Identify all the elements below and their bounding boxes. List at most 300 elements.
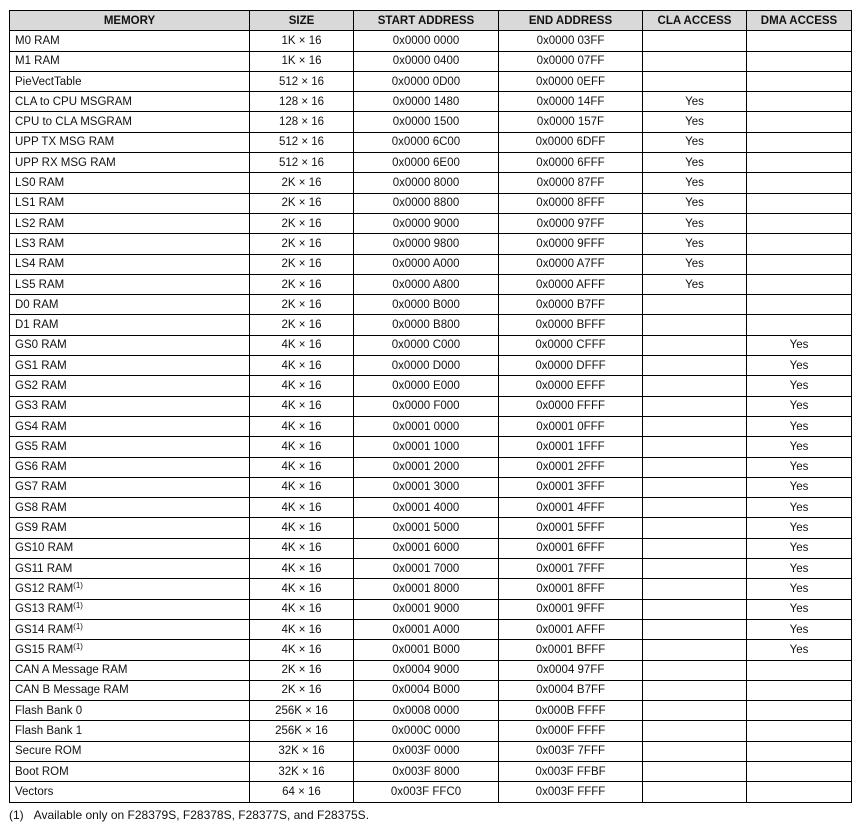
cell-end-address-text: 0x0000 DFFF [535,359,606,372]
cell-cla-access [643,457,747,477]
cell-cla-access-text: Yes [685,258,704,271]
cell-memory [10,741,250,761]
cell-dma-access [747,457,852,477]
table-row [10,51,852,71]
cell-cla-access [643,680,747,700]
cell-start-address [354,741,499,761]
cell-memory [10,396,250,416]
cell-start-address [354,193,499,213]
cell-memory [10,376,250,396]
cell-dma-access [747,295,852,315]
cell-end-address [499,761,643,781]
cell-start-address-text: 0x0000 B800 [392,319,460,332]
cell-dma-access [747,335,852,355]
header-row [10,11,852,31]
cell-size [250,599,354,619]
cell-memory-text: GS4 RAM [15,420,67,433]
cell-end-address-text: 0x0000 0EFF [535,75,606,88]
cell-memory-text: LS5 RAM [15,278,65,291]
table-row [10,213,852,233]
cell-end-address [499,31,643,51]
cell-start-address-text: 0x0000 1500 [392,116,460,129]
cell-start-address-text: 0x0000 8800 [392,197,460,210]
cell-end-address-text: 0x0001 6FFF [536,542,605,555]
table-body [10,31,852,802]
cell-memory [10,477,250,497]
cell-end-address-text: 0x0001 4FFF [536,501,605,514]
cell-dma-access [747,416,852,436]
cell-size [250,335,354,355]
cell-size [250,153,354,173]
cell-memory [10,680,250,700]
cell-memory-text: UPP TX MSG RAM [15,136,115,149]
cell-dma-access [747,538,852,558]
cell-dma-access [747,640,852,660]
memory-map-table [9,10,852,803]
cell-start-address [354,538,499,558]
cell-start-address [354,376,499,396]
cell-end-address-text: 0x0000 07FF [536,55,605,68]
cell-size-text: 1K × 16 [281,55,322,68]
cell-start-address-text: 0x0001 1000 [392,440,460,453]
table-header [10,11,852,31]
cell-size-text: 2K × 16 [281,664,322,677]
cell-dma-access [747,741,852,761]
cell-size [250,132,354,152]
cell-memory [10,721,250,741]
table-row [10,92,852,112]
cell-end-address-text: 0x0000 CFFF [535,339,606,352]
cell-start-address [354,619,499,639]
cell-memory [10,153,250,173]
cell-end-address [499,51,643,71]
cell-size-text: 128 × 16 [278,95,325,108]
cell-cla-access [643,660,747,680]
cell-end-address [499,295,643,315]
cell-size-text: 4K × 16 [281,339,322,352]
footnote [9,808,369,822]
cell-dma-access-text: Yes [789,522,809,535]
cell-cla-access-text: Yes [685,156,704,169]
cell-memory [10,193,250,213]
cell-size [250,173,354,193]
cell-start-address-text: 0x003F FFC0 [390,785,462,798]
table-row [10,599,852,619]
cell-dma-access [747,213,852,233]
cell-start-address-text: 0x0001 7000 [392,562,460,575]
cell-start-address-text: 0x0001 8000 [392,582,460,595]
cell-end-address-text: 0x0001 AFFF [535,623,606,636]
table-row [10,701,852,721]
cell-memory [10,71,250,91]
cell-memory-text: GS7 RAM [15,481,67,494]
table-row [10,335,852,355]
cell-size [250,721,354,741]
cell-end-address-text: 0x0000 FFFF [535,400,606,413]
cell-start-address-text: 0x003F 8000 [392,765,460,778]
cell-memory-text: CLA to CPU MSGRAM [15,95,132,108]
cell-cla-access [643,213,747,233]
cell-cla-access [643,761,747,781]
cell-end-address-text: 0x0001 BFFF [535,643,606,656]
cell-size-text: 64 × 16 [282,785,321,798]
cell-size-text: 2K × 16 [281,298,322,311]
cell-size [250,396,354,416]
cell-dma-access-text: Yes [789,461,809,474]
table-row [10,437,852,457]
cell-memory [10,599,250,619]
cell-size [250,31,354,51]
cell-end-address-text: 0x000B FFFF [535,704,606,717]
cell-cla-access-text: Yes [685,278,704,291]
cell-end-address [499,741,643,761]
cell-end-address [499,538,643,558]
footnote-ref: (1) [73,641,83,651]
cell-end-address [499,315,643,335]
cell-cla-access [643,599,747,619]
cell-cla-access [643,619,747,639]
cell-size-text: 4K × 16 [281,501,322,514]
cell-end-address-text: 0x0000 8FFF [536,197,605,210]
cell-cla-access [643,559,747,579]
cell-size-text: 128 × 16 [278,116,325,129]
cell-dma-access [747,599,852,619]
cell-start-address [354,721,499,741]
cell-start-address [354,51,499,71]
table-row [10,559,852,579]
cell-start-address [354,701,499,721]
cell-size [250,416,354,436]
cell-start-address [354,213,499,233]
cell-end-address [499,71,643,91]
cell-end-address-text: 0x003F 7FFF [535,745,606,758]
cell-dma-access-text: Yes [789,400,809,413]
cell-start-address-text: 0x0000 A800 [392,278,460,291]
cell-memory [10,254,250,274]
cell-end-address-text: 0x0004 B7FF [535,684,606,697]
cell-end-address [499,132,643,152]
cell-dma-access [747,761,852,781]
cell-size [250,477,354,497]
table-row [10,31,852,51]
cell-memory [10,782,250,802]
cell-end-address [499,254,643,274]
cell-cla-access-text: Yes [685,95,704,108]
cell-end-address [499,660,643,680]
cell-size [250,193,354,213]
cell-size [250,457,354,477]
cell-start-address-text: 0x0001 A000 [392,623,460,636]
cell-cla-access [643,132,747,152]
cell-dma-access [747,701,852,721]
cell-start-address [354,356,499,376]
cell-memory [10,579,250,599]
cell-dma-access [747,619,852,639]
cell-start-address [354,416,499,436]
cell-cla-access [643,640,747,660]
header-memory: MEMORY [10,11,250,31]
cell-memory-text: D1 RAM [15,319,59,332]
cell-start-address-text: 0x003F 0000 [392,745,460,758]
cell-size-text: 512 × 16 [278,75,325,88]
cell-end-address-text: 0x0000 B7FF [535,298,606,311]
cell-dma-access-text: Yes [789,562,809,575]
cell-memory-text: GS0 RAM [15,339,67,352]
cell-dma-access [747,234,852,254]
cell-start-address-text: 0x0008 0000 [392,704,460,717]
cell-memory [10,538,250,558]
cell-size [250,213,354,233]
cell-size-text: 4K × 16 [281,481,322,494]
cell-dma-access [747,660,852,680]
table-row [10,71,852,91]
cell-end-address-text: 0x0001 9FFF [536,603,605,616]
cell-size [250,498,354,518]
cell-end-address [499,193,643,213]
cell-memory [10,559,250,579]
cell-dma-access [747,356,852,376]
cell-size-text: 4K × 16 [281,420,322,433]
cell-start-address-text: 0x0000 9000 [392,217,460,230]
cell-memory-text: GS14 RAM [15,623,74,636]
cell-start-address [354,660,499,680]
cell-start-address-text: 0x0001 6000 [392,542,460,555]
cell-start-address [354,761,499,781]
cell-memory [10,518,250,538]
table-row [10,721,852,741]
cell-cla-access [643,356,747,376]
cell-end-address-text: 0x0000 03FF [536,34,605,47]
cell-end-address-text: 0x0000 157F [536,116,605,129]
cell-memory [10,295,250,315]
cell-size [250,356,354,376]
cell-size [250,782,354,802]
cell-start-address [354,680,499,700]
cell-start-address [354,71,499,91]
cell-cla-access [643,315,747,335]
cell-size-text: 2K × 16 [281,177,322,190]
cell-size-text: 512 × 16 [278,136,325,149]
cell-size-text: 256K × 16 [275,725,328,738]
cell-memory [10,173,250,193]
cell-start-address-text: 0x0001 4000 [392,501,460,514]
cell-memory-text: D0 RAM [15,298,59,311]
cell-memory-text: PieVectTable [15,75,82,88]
cell-dma-access-text: Yes [789,379,809,392]
cell-end-address-text: 0x0000 6DFF [535,136,606,149]
cell-cla-access [643,396,747,416]
cell-start-address [354,153,499,173]
cell-dma-access [747,437,852,457]
cell-dma-access [747,498,852,518]
table-row [10,640,852,660]
cell-end-address-text: 0x0000 A7FF [536,258,605,271]
cell-cla-access [643,153,747,173]
cell-dma-access [747,477,852,497]
cell-cla-access [643,416,747,436]
cell-start-address [354,274,499,294]
cell-dma-access-text: Yes [789,339,809,352]
cell-memory [10,132,250,152]
cell-memory-text: CAN B Message RAM [15,684,129,697]
cell-memory-text: GS8 RAM [15,501,67,514]
cell-end-address [499,680,643,700]
cell-size [250,112,354,132]
cell-memory-text: GS1 RAM [15,359,67,372]
cell-size [250,518,354,538]
cell-cla-access [643,234,747,254]
cell-memory-text: M1 RAM [15,55,60,68]
cell-memory-text: GS3 RAM [15,400,67,413]
cell-memory-text: LS1 RAM [15,197,65,210]
cell-memory-text: LS0 RAM [15,177,65,190]
cell-memory-text: GS6 RAM [15,461,67,474]
cell-dma-access [747,518,852,538]
cell-cla-access-text: Yes [685,177,704,190]
cell-size-text: 4K × 16 [281,522,322,535]
cell-memory-text: Secure ROM [15,745,82,758]
cell-dma-access-text: Yes [789,623,809,636]
cell-memory [10,31,250,51]
cell-size-text: 32K × 16 [278,765,325,778]
cell-start-address-text: 0x0001 2000 [392,461,460,474]
cell-dma-access-text: Yes [789,501,809,514]
cell-start-address [354,335,499,355]
cell-start-address-text: 0x0000 B000 [392,298,460,311]
cell-memory-text: GS11 RAM [15,562,73,575]
cell-dma-access [747,579,852,599]
cell-memory-text: LS4 RAM [15,258,65,271]
cell-end-address [499,234,643,254]
footnote-ref: (1) [73,601,83,611]
cell-cla-access-text: Yes [685,197,704,210]
cell-start-address [354,31,499,51]
cell-cla-access [643,498,747,518]
cell-cla-access [643,518,747,538]
cell-start-address [354,234,499,254]
cell-end-address [499,477,643,497]
cell-size-text: 2K × 16 [281,684,322,697]
cell-cla-access [643,92,747,112]
table-row [10,457,852,477]
cell-dma-access [747,559,852,579]
cell-end-address [499,437,643,457]
cell-dma-access [747,254,852,274]
cell-end-address [499,599,643,619]
cell-dma-access-text: Yes [789,440,809,453]
cell-memory-text: GS15 RAM [15,643,74,656]
cell-cla-access [643,376,747,396]
cell-cla-access [643,437,747,457]
cell-dma-access [747,315,852,335]
cell-memory [10,619,250,639]
cell-start-address [354,112,499,132]
cell-memory [10,701,250,721]
cell-end-address-text: 0x000F FFFF [535,725,606,738]
cell-start-address-text: 0x0000 0D00 [391,75,461,88]
cell-end-address-text: 0x0000 14FF [536,95,605,108]
cell-size-text: 256K × 16 [275,704,328,717]
cell-dma-access [747,132,852,152]
cell-memory-text: LS2 RAM [15,217,65,230]
cell-end-address [499,213,643,233]
table-row [10,234,852,254]
header-start-address: START ADDRESS [354,11,499,31]
table-row [10,680,852,700]
cell-end-address-text: 0x0001 0FFF [536,420,605,433]
cell-size [250,640,354,660]
cell-end-address-text: 0x0000 97FF [536,217,605,230]
cell-memory-text: GS2 RAM [15,379,67,392]
table-row [10,477,852,497]
cell-dma-access [747,274,852,294]
cell-size [250,92,354,112]
cell-size [250,295,354,315]
cell-memory [10,92,250,112]
cell-start-address [354,437,499,457]
cell-dma-access [747,31,852,51]
cell-memory [10,761,250,781]
cell-start-address [354,92,499,112]
footnote-number: (1) [9,808,24,822]
cell-end-address-text: 0x0000 9FFF [536,237,605,250]
cell-dma-access [747,396,852,416]
cell-end-address [499,396,643,416]
table-row [10,254,852,274]
cell-start-address [354,254,499,274]
cell-cla-access [643,538,747,558]
cell-start-address [354,315,499,335]
cell-start-address-text: 0x0000 8000 [392,177,460,190]
cell-size-text: 2K × 16 [281,319,322,332]
cell-start-address-text: 0x0001 B000 [392,643,460,656]
header-cla-access: CLA ACCESS [643,11,747,31]
header-size: SIZE [250,11,354,31]
cell-start-address-text: 0x0004 9000 [392,664,460,677]
cell-cla-access [643,721,747,741]
cell-dma-access-text: Yes [789,603,809,616]
cell-end-address [499,619,643,639]
cell-cla-access [643,254,747,274]
cell-memory-text: Flash Bank 0 [15,704,83,717]
cell-memory [10,315,250,335]
cell-cla-access [643,579,747,599]
header-dma-access: DMA ACCESS [747,11,852,31]
table-row [10,356,852,376]
cell-start-address-text: 0x0000 E000 [392,379,460,392]
cell-start-address [354,457,499,477]
cell-dma-access [747,376,852,396]
cell-start-address [354,396,499,416]
cell-cla-access [643,782,747,802]
cell-start-address-text: 0x0004 B000 [392,684,460,697]
table-row [10,416,852,436]
cell-size-text: 2K × 16 [281,237,322,250]
cell-memory-text: GS12 RAM [15,582,74,595]
cell-end-address [499,356,643,376]
cell-memory-text: UPP RX MSG RAM [15,156,116,169]
cell-size-text: 2K × 16 [281,217,322,230]
cell-size [250,376,354,396]
table-row [10,498,852,518]
table-row [10,132,852,152]
cell-memory-text: CAN A Message RAM [15,664,128,677]
cell-start-address-text: 0x0000 F000 [392,400,460,413]
cell-dma-access-text: Yes [789,481,809,494]
cell-end-address [499,782,643,802]
cell-size-text: 2K × 16 [281,197,322,210]
cell-memory [10,112,250,132]
